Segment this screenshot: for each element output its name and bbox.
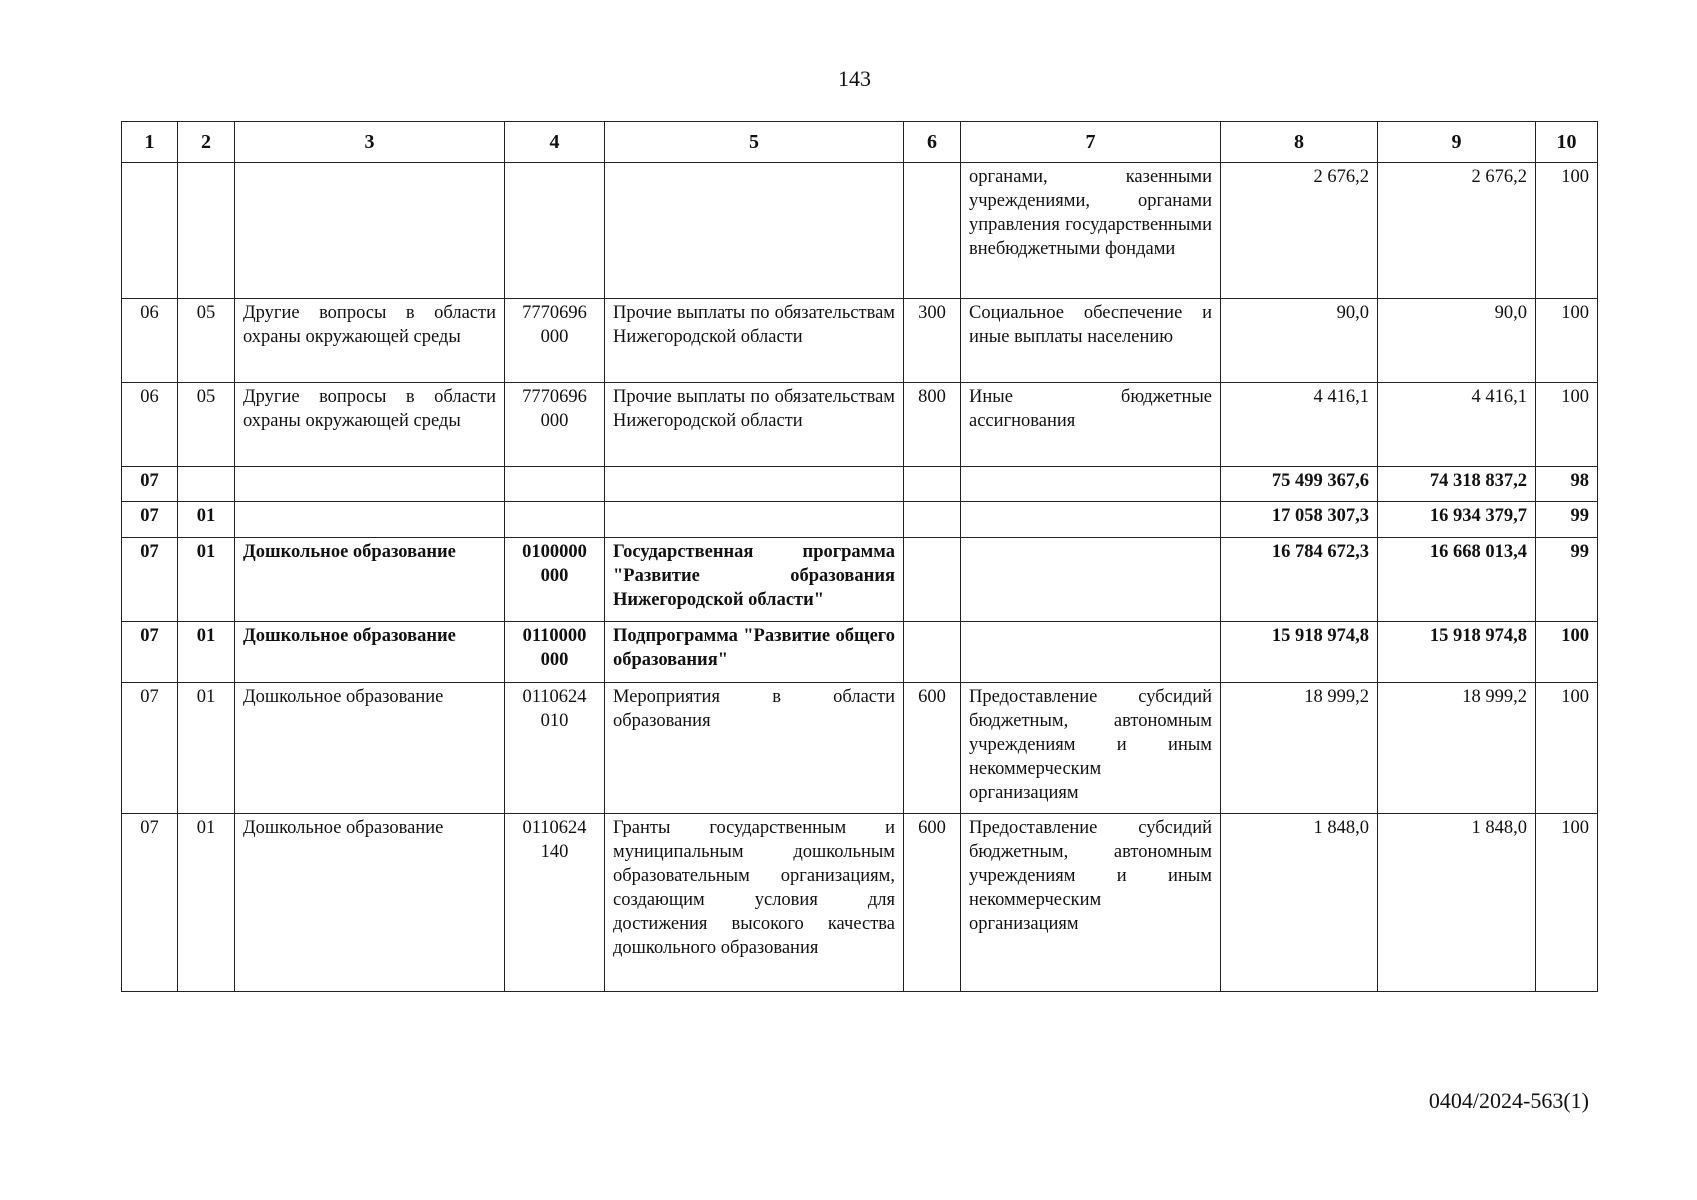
cell-expense-name: Социальное обеспечение и иные выплаты населению: [961, 299, 1221, 383]
cell-expense-name: [961, 467, 1221, 502]
cell-actual: 1 848,0: [1378, 814, 1536, 992]
cell-planned: 17 058 307,3: [1221, 502, 1378, 538]
cell-section: 06: [122, 383, 178, 467]
cell-target-name: Прочие выплаты по обязательствам Нижегородской области: [605, 383, 904, 467]
cell-expense-type: [904, 163, 961, 299]
cell-section-name: Другие вопросы в области охраны окружающей среды: [235, 299, 505, 383]
cell-section-name: Дошкольное образование: [235, 538, 505, 622]
cell-percent: 98: [1536, 467, 1598, 502]
table-row: [122, 383, 1598, 467]
budget-table: [121, 121, 1598, 992]
table-row: [122, 502, 1598, 538]
cell-target-code: 0110624 010: [505, 683, 605, 814]
column-header: 9: [1378, 122, 1536, 163]
cell-section: 07: [122, 538, 178, 622]
table-row: [122, 538, 1598, 622]
cell-subsection: 01: [178, 502, 235, 538]
cell-actual: 15 918 974,8: [1378, 622, 1536, 683]
column-header: 5: [605, 122, 904, 163]
cell-subsection: 01: [178, 683, 235, 814]
cell-expense-type: 600: [904, 814, 961, 992]
page-number: 143: [838, 66, 871, 91]
cell-target-name: Гранты государственным и муниципальным дошкольным образовательным организациям, создающим условия для достижения высокого качества дошкольного образования: [605, 814, 904, 992]
cell-expense-name: Иные бюджетные ассигнования: [961, 383, 1221, 467]
column-header: 10: [1536, 122, 1598, 163]
cell-planned: 15 918 974,8: [1221, 622, 1378, 683]
cell-target-name: Мероприятия в области образования: [605, 683, 904, 814]
cell-planned: 4 416,1: [1221, 383, 1378, 467]
cell-expense-type: [904, 538, 961, 622]
table-row: [122, 163, 1598, 299]
cell-actual: 16 668 013,4: [1378, 538, 1536, 622]
cell-percent: 100: [1536, 383, 1598, 467]
cell-subsection: 01: [178, 622, 235, 683]
cell-actual: 16 934 379,7: [1378, 502, 1536, 538]
header-row: [122, 122, 1598, 163]
cell-expense-type: 600: [904, 683, 961, 814]
cell-percent: 100: [1536, 683, 1598, 814]
cell-section: 07: [122, 683, 178, 814]
cell-target-name: Прочие выплаты по обязательствам Нижегородской области: [605, 299, 904, 383]
column-header: 2: [178, 122, 235, 163]
cell-subsection: 01: [178, 814, 235, 992]
cell-expense-name: [961, 622, 1221, 683]
column-header: 7: [961, 122, 1221, 163]
document-code: 0404/2024-563(1): [1428, 1088, 1589, 1113]
cell-target-name: [605, 502, 904, 538]
cell-subsection: [178, 163, 235, 299]
cell-section: 07: [122, 467, 178, 502]
cell-target-name: Подпрограмма "Развитие общего образования": [605, 622, 904, 683]
cell-planned: 90,0: [1221, 299, 1378, 383]
cell-expense-type: 800: [904, 383, 961, 467]
cell-target-code: 7770696 000: [505, 383, 605, 467]
cell-percent: 99: [1536, 538, 1598, 622]
cell-expense-type: [904, 622, 961, 683]
cell-section: 07: [122, 502, 178, 538]
cell-planned: 1 848,0: [1221, 814, 1378, 992]
cell-subsection: 01: [178, 538, 235, 622]
cell-percent: 100: [1536, 814, 1598, 992]
cell-expense-type: [904, 502, 961, 538]
cell-section-name: [235, 467, 505, 502]
table-row: [122, 299, 1598, 383]
cell-target-name: Государственная программа "Развитие образования Нижегородской области": [605, 538, 904, 622]
column-header: 3: [235, 122, 505, 163]
cell-target-code: 7770696 000: [505, 299, 605, 383]
cell-expense-name: [961, 502, 1221, 538]
cell-expense-name: органами, казенными учреждениями, органами управления государственными внебюджетными фондами: [961, 163, 1221, 299]
cell-target-name: [605, 163, 904, 299]
cell-expense-type: 300: [904, 299, 961, 383]
cell-percent: 100: [1536, 622, 1598, 683]
cell-subsection: 05: [178, 299, 235, 383]
table-row: [122, 683, 1598, 814]
cell-target-code: 0100000 000: [505, 538, 605, 622]
column-header: 4: [505, 122, 605, 163]
cell-percent: 99: [1536, 502, 1598, 538]
table-row: [122, 622, 1598, 683]
cell-subsection: [178, 467, 235, 502]
cell-expense-name: Предоставление субсидий бюджетным, автономным учреждениям и иным некоммерческим организациям: [961, 814, 1221, 992]
cell-target-code: [505, 467, 605, 502]
column-header: 1: [122, 122, 178, 163]
table-row: [122, 814, 1598, 992]
cell-planned: 16 784 672,3: [1221, 538, 1378, 622]
cell-section-name: [235, 502, 505, 538]
column-header: 8: [1221, 122, 1378, 163]
cell-section: [122, 163, 178, 299]
cell-section-name: Дошкольное образование: [235, 622, 505, 683]
cell-planned: 2 676,2: [1221, 163, 1378, 299]
cell-expense-name: Предоставление субсидий бюджетным, автономным учреждениям и иным некоммерческим организациям: [961, 683, 1221, 814]
cell-expense-name: [961, 538, 1221, 622]
cell-percent: 100: [1536, 163, 1598, 299]
cell-target-name: [605, 467, 904, 502]
cell-actual: 90,0: [1378, 299, 1536, 383]
cell-section-name: Дошкольное образование: [235, 683, 505, 814]
cell-target-code: [505, 163, 605, 299]
cell-percent: 100: [1536, 299, 1598, 383]
cell-actual: 4 416,1: [1378, 383, 1536, 467]
cell-actual: 18 999,2: [1378, 683, 1536, 814]
cell-section: 07: [122, 622, 178, 683]
cell-actual: 74 318 837,2: [1378, 467, 1536, 502]
cell-planned: 75 499 367,6: [1221, 467, 1378, 502]
cell-target-code: 0110624 140: [505, 814, 605, 992]
cell-subsection: 05: [178, 383, 235, 467]
cell-section-name: [235, 163, 505, 299]
cell-target-code: 0110000 000: [505, 622, 605, 683]
cell-planned: 18 999,2: [1221, 683, 1378, 814]
cell-expense-type: [904, 467, 961, 502]
table-row: [122, 467, 1598, 502]
cell-target-code: [505, 502, 605, 538]
column-header: 6: [904, 122, 961, 163]
cell-section: 07: [122, 814, 178, 992]
cell-section-name: Другие вопросы в области охраны окружающей среды: [235, 383, 505, 467]
cell-section: 06: [122, 299, 178, 383]
cell-section-name: Дошкольное образование: [235, 814, 505, 992]
cell-actual: 2 676,2: [1378, 163, 1536, 299]
